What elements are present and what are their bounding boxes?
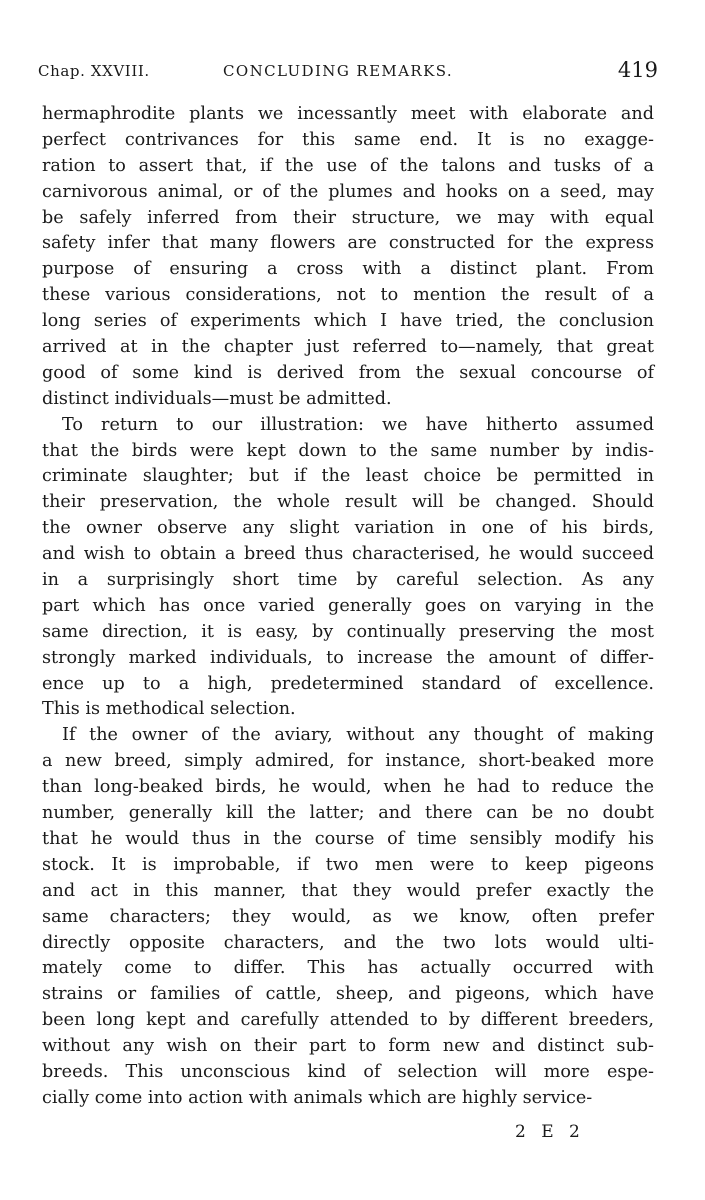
text-line: same characters; they would, as we know, often prefer: [42, 906, 654, 927]
text-line: and act in this manner, that they would prefer exactly the: [42, 880, 654, 901]
text-line: If the owner of the aviary, without any thought of making: [62, 725, 654, 746]
text-line: distinct individuals—must be admitted.: [42, 388, 392, 409]
chapter-label: Chap. XXVIII.: [38, 62, 150, 80]
text-line: hermaphrodite plants we incessantly meet with elaborate and: [42, 104, 654, 124]
text-line: cially come into action with animals which are highly service-: [42, 1087, 593, 1108]
running-title: CONCLUDING REMARKS.: [223, 62, 454, 80]
paragraph: [42, 102, 654, 413]
text-line: that the birds were kept down to the same number by indis-: [42, 440, 654, 461]
text-line: be safely inferred from their structure, we may with equal: [42, 207, 654, 228]
text-line: good of some kind is derived from the sexual concourse of: [42, 362, 654, 383]
text-line: safety infer that many flowers are constructed for the express: [42, 233, 654, 254]
text-line: been long kept and carefully attended to by different breeders,: [42, 1010, 654, 1031]
text-line: purpose of ensuring a cross with a distinct plant. From: [42, 259, 654, 280]
text-line: directly opposite characters, and the two lots would ulti-: [42, 932, 654, 953]
text-line: in a surprisingly short time by careful selection. As any: [42, 570, 654, 591]
printer-signature-mark: 2 E 2: [515, 1122, 585, 1142]
text-line: stock. It is improbable, if two men were to keep pigeons: [42, 854, 654, 875]
text-line: same direction, it is easy, by continually preserving the most: [42, 621, 654, 642]
text-line: strains or families of cattle, sheep, and pigeons, which have: [42, 984, 654, 1005]
paragraph: [42, 723, 654, 1111]
page-number: 419: [617, 58, 658, 82]
running-header: [38, 58, 658, 82]
text-line: long series of experiments which I have tried, the conclusion: [42, 311, 654, 332]
text-line: ence up to a high, predetermined standard of excellence.: [42, 673, 654, 694]
text-line: To return to our illustration: we have hitherto assumed: [62, 414, 654, 435]
text-line: a new breed, simply admired, for instance, short-beaked more: [42, 751, 654, 772]
text-line: criminate slaughter; but if the least choice be permitted in: [42, 466, 654, 487]
text-line: This is methodical selection.: [42, 699, 296, 720]
text-line: these various considerations, not to mention the result of a: [42, 285, 654, 306]
text-line: ration to assert that, if the use of the talons and tusks of a: [42, 155, 654, 176]
body-text: [42, 102, 654, 1112]
text-line: part which has once varied generally goes on varying in the: [42, 595, 654, 616]
text-line: mately come to differ. This has actually occurred with: [42, 958, 654, 979]
text-line: breeds. This unconscious kind of selection will more espe-: [42, 1061, 654, 1082]
text-line: their preservation, the whole result will be changed. Should: [42, 492, 654, 513]
paragraph: [42, 413, 654, 724]
text-line: arrived at in the chapter just referred to—namely, that great: [42, 337, 654, 358]
text-line: that he would thus in the course of time sensibly modify his: [42, 828, 654, 849]
text-line: number, generally kill the latter; and there can be no doubt: [42, 803, 654, 824]
text-line: without any wish on their part to form new and distinct sub-: [42, 1036, 654, 1057]
text-line: strongly marked individuals, to increase the amount of differ-: [42, 647, 654, 668]
text-line: the owner observe any slight variation in one of his birds,: [42, 518, 654, 539]
text-line: than long-beaked birds, he would, when he had to reduce the: [42, 777, 654, 798]
text-line: and wish to obtain a breed thus characterised, he would succeed: [42, 544, 654, 565]
text-line: carnivorous animal, or of the plumes and hooks on a seed, may: [42, 181, 654, 202]
text-line: perfect contrivances for this same end. It is no exagge-: [42, 129, 654, 150]
